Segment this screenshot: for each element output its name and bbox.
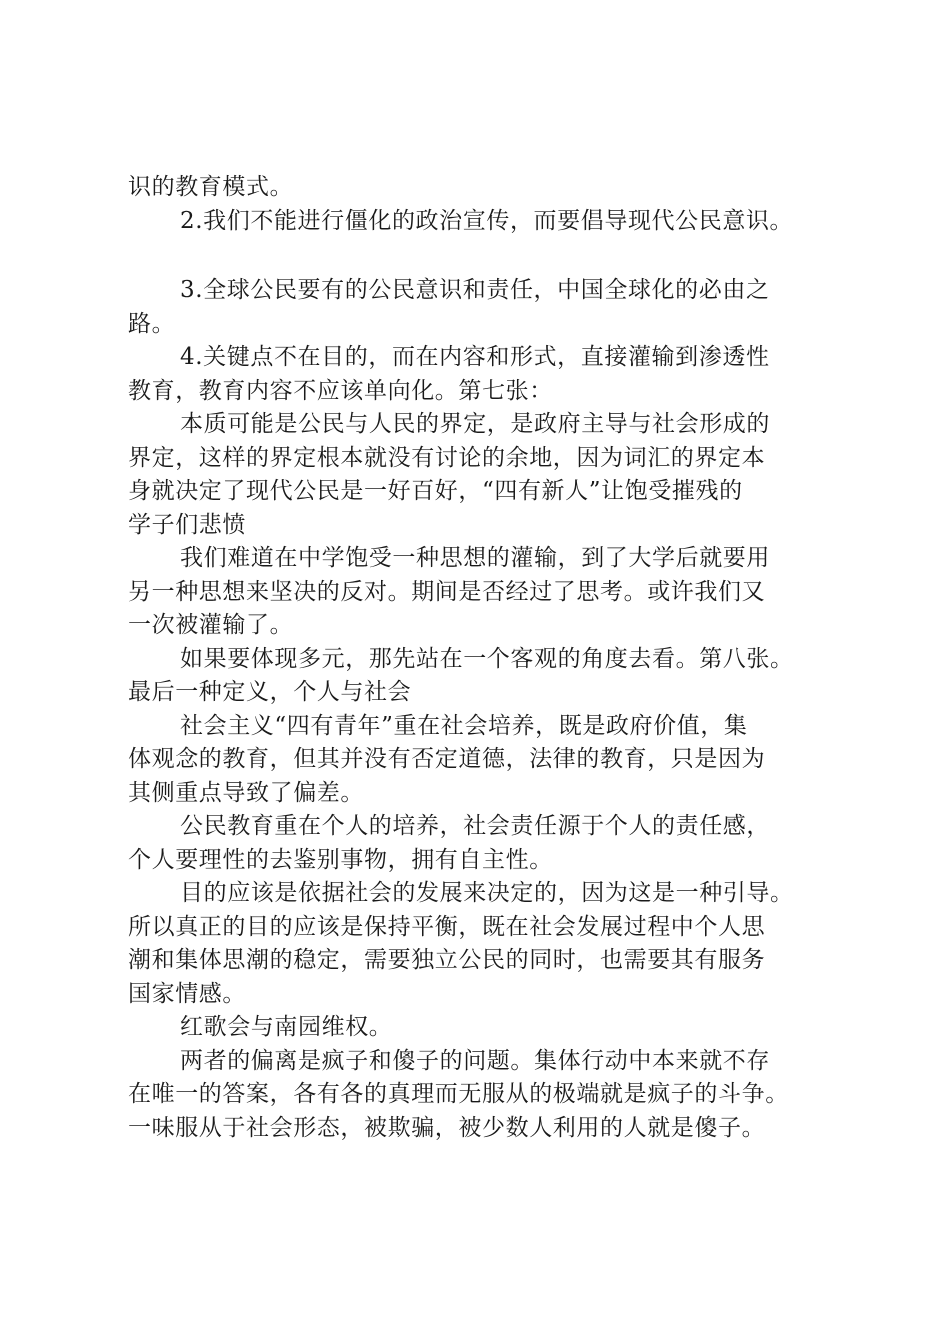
text-line: 一味服从于社会形态，被欺骗，被少数人利用的人就是傻子。 [128, 1114, 766, 1141]
text-line: 国家情感。 [128, 980, 246, 1007]
paragraph-gap [128, 238, 840, 274]
text-line: 目的应该是依据社会的发展来决定的，因为这是一种引导。 [180, 880, 794, 906]
text-line: 路。 [128, 310, 176, 337]
text-line: 学子们悲愤 [128, 511, 246, 538]
text-line: 4.关键点不在目的，而在内容和形式，直接灌输到渗透性 [180, 344, 770, 370]
text-line: 3.全球公民要有的公民意识和责任，中国全球化的必由之 [180, 277, 770, 303]
text-line: 社会主义“四有青年”重在社会培养，既是政府价值，集 [180, 712, 748, 739]
text-line: 2.我们不能进行僵化的政治宣传，而要倡导现代公民意识。 [180, 207, 794, 234]
text-line: 在唯一的答案，各有各的真理而无服从的极端就是疯子的斗争。 [128, 1081, 789, 1107]
text-line: 识的教育模式。 [128, 174, 294, 200]
text-line: 教育，教育内容不应该单向化。第七张： [128, 377, 553, 404]
text-line: 如果要体现多元，那先站在一个客观的角度去看。第八张。 [180, 645, 794, 672]
text-line: 两者的偏离是疯子和傻子的问题。集体行动中本来就不存 [180, 1047, 770, 1074]
text-line: 另一种思想来坚决的反对。期间是否经过了思考。或许我们又 [128, 578, 766, 605]
text-line: 一次被灌输了。 [128, 612, 294, 638]
document-body [128, 171, 840, 1145]
text-line: 最后一种定义，个人与社会 [128, 679, 412, 705]
text-line: 潮和集体思潮的稳定，需要独立公民的同时，也需要其有服务 [128, 947, 766, 973]
text-line: 我们难道在中学饱受一种思想的灌输，到了大学后就要用 [180, 545, 770, 571]
text-line: 所以真正的目的应该是保持平衡，既在社会发展过程中个人思 [128, 913, 766, 940]
text-line: 其侧重点导致了偏差。 [128, 779, 364, 806]
text-line: 界定，这样的界定根本就没有讨论的余地，因为词汇的界定本 [128, 444, 766, 471]
text-line: 公民教育重在个人的培养，社会责任源于个人的责任感， [180, 813, 770, 839]
text-line: 身就决定了现代公民是一好百好，“四有新人”让饱受摧残的 [128, 478, 743, 504]
text-line: 个人要理性的去鉴别事物，拥有自主性。 [128, 846, 553, 873]
text-line: 红歌会与南园维权。 [180, 1014, 393, 1040]
text-line: 体观念的教育，但其并没有否定道德，法律的教育，只是因为 [128, 746, 766, 772]
text-line: 本质可能是公民与人民的界定，是政府主导与社会形成的 [180, 411, 770, 437]
